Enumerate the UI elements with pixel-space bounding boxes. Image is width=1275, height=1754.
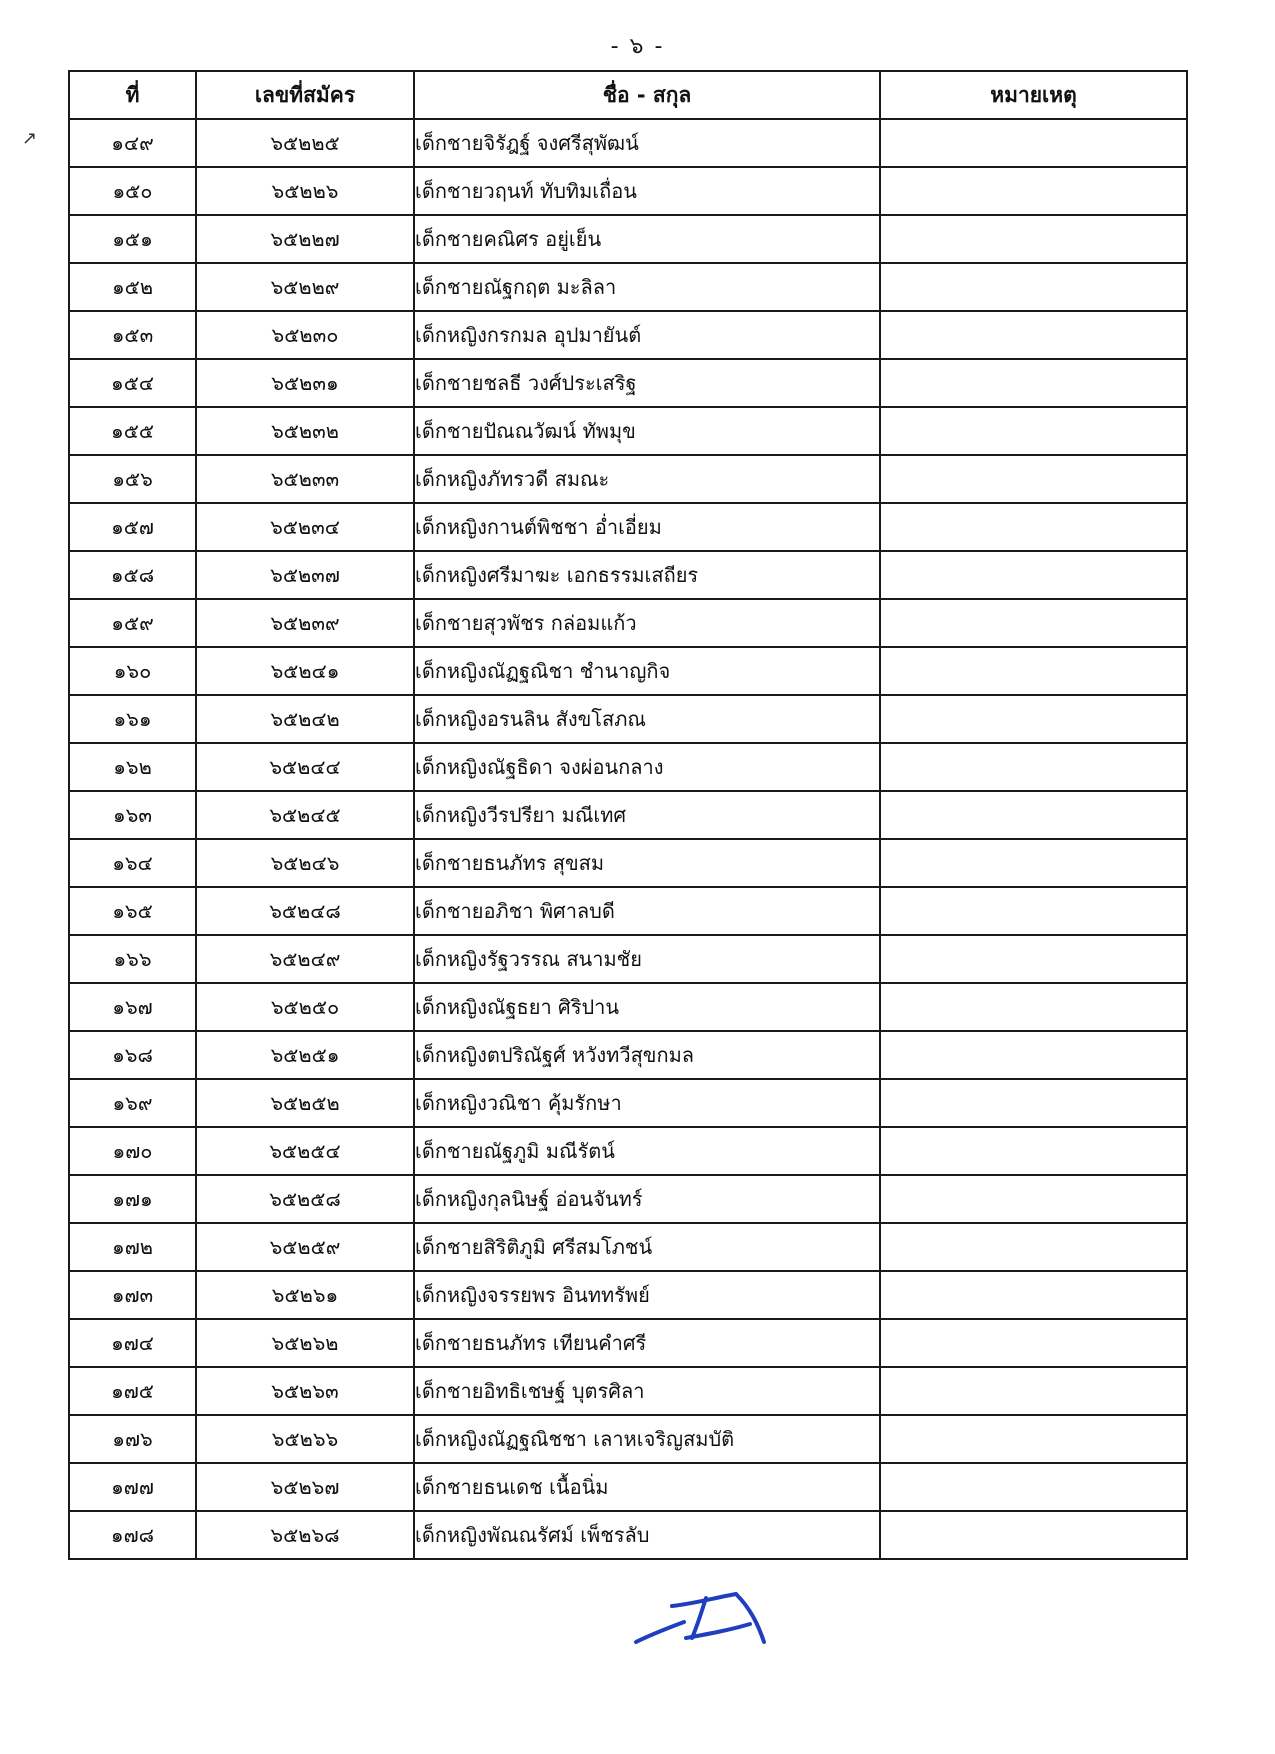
table-row — [69, 935, 1187, 983]
row-application-no: ๖๕๒๖๗ — [196, 1463, 414, 1511]
row-no: ๑๖๙ — [69, 1079, 196, 1127]
row-name: เด็กชายธนภัทร สุขสม — [414, 839, 880, 887]
row-remark — [880, 1031, 1187, 1079]
row-application-no: ๖๕๒๔๙ — [196, 935, 414, 983]
row-remark — [880, 1127, 1187, 1175]
table-row — [69, 887, 1187, 935]
row-application-no: ๖๕๒๕๒ — [196, 1079, 414, 1127]
row-remark — [880, 263, 1187, 311]
row-name: เด็กชายณัฐกฤต มะลิลา — [414, 263, 880, 311]
row-name: เด็กหญิงณัฐธยา ศิริปาน — [414, 983, 880, 1031]
row-remark — [880, 599, 1187, 647]
row-application-no: ๖๕๒๓๗ — [196, 551, 414, 599]
row-application-no: ๖๕๒๖๑ — [196, 1271, 414, 1319]
row-remark — [880, 695, 1187, 743]
page-number: - ๖ - — [610, 34, 665, 59]
table-row — [69, 647, 1187, 695]
margin-mark: ↗ — [22, 128, 38, 149]
table-row — [69, 791, 1187, 839]
row-no: ๑๗๗ — [69, 1463, 196, 1511]
row-remark — [880, 407, 1187, 455]
row-application-no: ๖๕๒๕๐ — [196, 983, 414, 1031]
row-remark — [880, 887, 1187, 935]
row-name: เด็กหญิงกุลนิษฐ์ อ่อนจันทร์ — [414, 1175, 880, 1223]
row-name: เด็กหญิงภัทรวดี สมณะ — [414, 455, 880, 503]
row-application-no: ๖๕๒๕๘ — [196, 1175, 414, 1223]
table-row — [69, 1463, 1187, 1511]
row-remark — [880, 215, 1187, 263]
row-application-no: ๖๕๒๔๕ — [196, 791, 414, 839]
table-row — [69, 215, 1187, 263]
table-row — [69, 599, 1187, 647]
row-no: ๑๕๐ — [69, 167, 196, 215]
signature — [632, 1584, 777, 1654]
row-name: เด็กชายจิรัฎฐ์ จงศรีสุพัฒน์ — [414, 119, 880, 167]
row-no: ๑๕๙ — [69, 599, 196, 647]
row-no: ๑๕๘ — [69, 551, 196, 599]
table-row — [69, 1079, 1187, 1127]
row-application-no: ๖๕๒๕๔ — [196, 1127, 414, 1175]
header-remark: หมายเหตุ — [880, 71, 1187, 119]
row-no: ๑๗๔ — [69, 1319, 196, 1367]
row-name: เด็กหญิงอรนลิน สังขโสภณ — [414, 695, 880, 743]
row-name: เด็กชายคณิศร อยู่เย็น — [414, 215, 880, 263]
row-remark — [880, 1463, 1187, 1511]
header-row — [69, 71, 1187, 119]
row-no: ๑๗๒ — [69, 1223, 196, 1271]
row-application-no: ๖๕๒๓๓ — [196, 455, 414, 503]
row-no: ๑๖๘ — [69, 1031, 196, 1079]
row-no: ๑๖๑ — [69, 695, 196, 743]
table-row — [69, 1175, 1187, 1223]
row-no: ๑๕๕ — [69, 407, 196, 455]
row-application-no: ๖๕๒๓๑ — [196, 359, 414, 407]
row-name: เด็กหญิงวณิชา คุ้มรักษา — [414, 1079, 880, 1127]
table-row — [69, 359, 1187, 407]
roster-table — [68, 70, 1188, 1560]
table-row — [69, 551, 1187, 599]
row-name: เด็กหญิงรัฐวรรณ สนามชัย — [414, 935, 880, 983]
header-application-no: เลขที่สมัคร — [196, 71, 414, 119]
header-name: ชื่อ - สกุล — [414, 71, 880, 119]
row-no: ๑๕๖ — [69, 455, 196, 503]
table-row — [69, 1415, 1187, 1463]
row-no: ๑๕๑ — [69, 215, 196, 263]
table-row — [69, 1511, 1187, 1559]
row-no: ๑๖๕ — [69, 887, 196, 935]
row-no: ๑๖๗ — [69, 983, 196, 1031]
row-no: ๑๕๓ — [69, 311, 196, 359]
row-application-no: ๖๕๒๕๑ — [196, 1031, 414, 1079]
table-row — [69, 695, 1187, 743]
row-name: เด็กชายสุวพัชร กล่อมแก้ว — [414, 599, 880, 647]
table-row — [69, 503, 1187, 551]
row-name: เด็กหญิงวีรปรียา มณีเทศ — [414, 791, 880, 839]
row-application-no: ๖๕๒๖๒ — [196, 1319, 414, 1367]
table-row — [69, 1223, 1187, 1271]
row-no: ๑๗๖ — [69, 1415, 196, 1463]
table-row — [69, 1367, 1187, 1415]
table-row — [69, 311, 1187, 359]
row-remark — [880, 743, 1187, 791]
row-application-no: ๖๕๒๒๖ — [196, 167, 414, 215]
row-remark — [880, 1415, 1187, 1463]
row-application-no: ๖๕๒๖๖ — [196, 1415, 414, 1463]
row-name: เด็กชายปัณณวัฒน์ ทัพมุข — [414, 407, 880, 455]
row-name: เด็กหญิงพัณณรัศม์ เพ็ชรลับ — [414, 1511, 880, 1559]
row-application-no: ๖๕๒๓๐ — [196, 311, 414, 359]
table-row — [69, 743, 1187, 791]
row-application-no: ๖๕๒๕๙ — [196, 1223, 414, 1271]
row-remark — [880, 1079, 1187, 1127]
row-name: เด็กชายสิริติภูมิ ศรีสมโภชน์ — [414, 1223, 880, 1271]
table-row — [69, 1319, 1187, 1367]
row-application-no: ๖๕๒๔๒ — [196, 695, 414, 743]
row-no: ๑๖๖ — [69, 935, 196, 983]
row-name: เด็กหญิงกานต์พิชชา อ่ำเอี่ยม — [414, 503, 880, 551]
row-name: เด็กชายอภิชา พิศาลบดี — [414, 887, 880, 935]
row-name: เด็กหญิงกรกมล อุปมายันต์ — [414, 311, 880, 359]
row-name: เด็กชายธนภัทร เทียนคำศรี — [414, 1319, 880, 1367]
table-row — [69, 407, 1187, 455]
row-remark — [880, 503, 1187, 551]
row-no: ๑๗๑ — [69, 1175, 196, 1223]
row-no: ๑๗๓ — [69, 1271, 196, 1319]
row-remark — [880, 167, 1187, 215]
table-row — [69, 167, 1187, 215]
row-name: เด็กชายอิทธิเชษฐ์ บุตรศิลา — [414, 1367, 880, 1415]
row-no: ๑๕๔ — [69, 359, 196, 407]
row-remark — [880, 551, 1187, 599]
row-application-no: ๖๕๒๒๗ — [196, 215, 414, 263]
row-application-no: ๖๕๒๔๔ — [196, 743, 414, 791]
row-application-no: ๖๕๒๔๖ — [196, 839, 414, 887]
row-no: ๑๕๒ — [69, 263, 196, 311]
row-remark — [880, 1271, 1187, 1319]
row-remark — [880, 839, 1187, 887]
row-no: ๑๔๙ — [69, 119, 196, 167]
row-application-no: ๖๕๒๖๘ — [196, 1511, 414, 1559]
row-remark — [880, 1223, 1187, 1271]
row-name: เด็กชายธนเดช เนื้อนิ่ม — [414, 1463, 880, 1511]
row-application-no: ๖๕๒๒๕ — [196, 119, 414, 167]
row-no: ๑๕๗ — [69, 503, 196, 551]
row-name: เด็กหญิงณัฏฐณิชา ชำนาญกิจ — [414, 647, 880, 695]
row-remark — [880, 647, 1187, 695]
row-name: เด็กชายณัฐภูมิ มณีรัตน์ — [414, 1127, 880, 1175]
row-name: เด็กหญิงณัฐธิดา จงผ่อนกลาง — [414, 743, 880, 791]
row-remark — [880, 791, 1187, 839]
row-remark — [880, 359, 1187, 407]
table-row — [69, 1271, 1187, 1319]
table-row — [69, 839, 1187, 887]
row-application-no: ๖๕๒๖๓ — [196, 1367, 414, 1415]
row-remark — [880, 1319, 1187, 1367]
row-name: เด็กหญิงณัฏฐณิชชา เลาหเจริญสมบัติ — [414, 1415, 880, 1463]
row-no: ๑๖๒ — [69, 743, 196, 791]
row-no: ๑๖๓ — [69, 791, 196, 839]
row-no: ๑๖๔ — [69, 839, 196, 887]
table-row — [69, 1127, 1187, 1175]
row-name: เด็กหญิงตปริณัฐศ์ หวังทวีสุขกมล — [414, 1031, 880, 1079]
row-name: เด็กหญิงจรรยพร อินททรัพย์ — [414, 1271, 880, 1319]
row-remark — [880, 119, 1187, 167]
row-no: ๑๖๐ — [69, 647, 196, 695]
row-remark — [880, 983, 1187, 1031]
row-application-no: ๖๕๒๓๔ — [196, 503, 414, 551]
row-remark — [880, 1175, 1187, 1223]
table-row — [69, 455, 1187, 503]
row-no: ๑๗๕ — [69, 1367, 196, 1415]
table-row — [69, 263, 1187, 311]
row-name: เด็กหญิงศรีมาฆะ เอกธรรมเสถียร — [414, 551, 880, 599]
table-row — [69, 983, 1187, 1031]
row-name: เด็กชายชลธี วงศ์ประเสริฐ — [414, 359, 880, 407]
row-no: ๑๗๐ — [69, 1127, 196, 1175]
table-row — [69, 1031, 1187, 1079]
row-remark — [880, 455, 1187, 503]
table-row — [69, 119, 1187, 167]
row-application-no: ๖๕๒๓๙ — [196, 599, 414, 647]
row-application-no: ๖๕๒๓๒ — [196, 407, 414, 455]
row-application-no: ๖๕๒๒๙ — [196, 263, 414, 311]
row-application-no: ๖๕๒๔๘ — [196, 887, 414, 935]
row-remark — [880, 1367, 1187, 1415]
row-no: ๑๗๘ — [69, 1511, 196, 1559]
row-remark — [880, 1511, 1187, 1559]
row-remark — [880, 935, 1187, 983]
header-no: ที่ — [69, 71, 196, 119]
row-application-no: ๖๕๒๔๑ — [196, 647, 414, 695]
row-remark — [880, 311, 1187, 359]
row-name: เด็กชายวฤนท์ ทับทิมเถื่อน — [414, 167, 880, 215]
